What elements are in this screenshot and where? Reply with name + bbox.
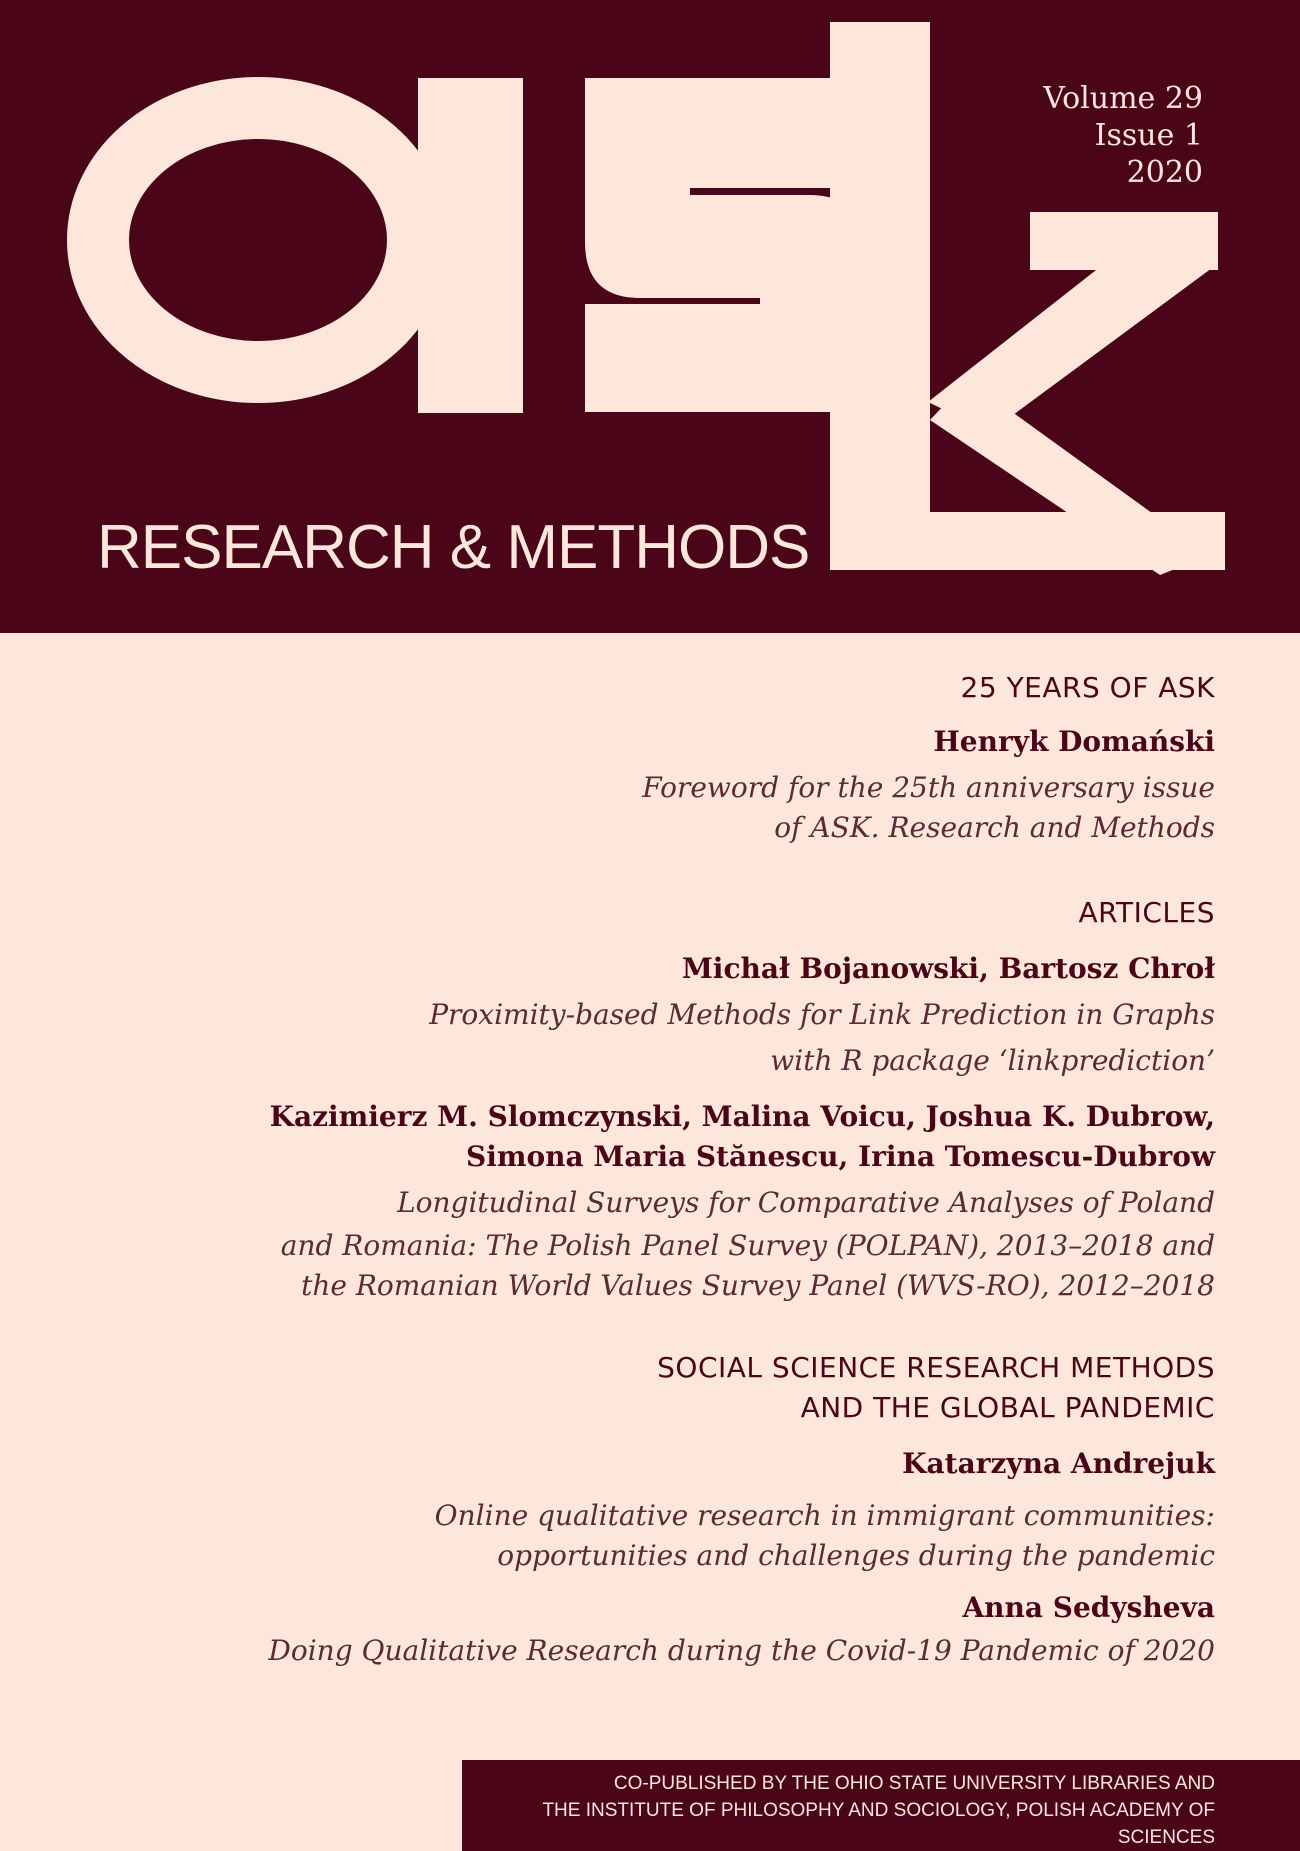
publisher-line: CO-PUBLISHED BY THE OHIO STATE UNIVERSITY LIBRARIES AND [613, 1773, 1215, 1794]
publisher-footer [462, 1760, 1300, 1851]
logo-letter-a-stem [418, 78, 523, 413]
section-heading: SOCIAL SCIENCE RESEARCH METHODS [657, 1351, 1215, 1384]
article-title: the Romanian World Values Survey Panel (WVS-RO), 2012–2018 [301, 1269, 1215, 1302]
volume-number: Volume 29 [1043, 81, 1203, 116]
article-author: Anna Sedysheva [962, 1591, 1215, 1624]
logo-letter-a-bowl [98, 108, 418, 372]
publisher-line: THE INSTITUTE OF PHILOSOPHY AND SOCIOLOGY, POLISH ACADEMY OF SCIENCES [542, 1800, 1215, 1848]
issue-number: Issue 1 [1094, 118, 1203, 153]
logo-letter-s [585, 78, 862, 412]
table-of-contents [155, 668, 1215, 1671]
cover-header [0, 0, 1300, 633]
article-author: Katarzyna Andrejuk [902, 1447, 1215, 1480]
section-heading: 25 YEARS OF ASK [960, 671, 1215, 704]
article-author: Kazimierz M. Slomczynski, Malina Voicu, Joshua K. Dubrow, [269, 1100, 1215, 1133]
article-author: Michał Bojanowski, Bartosz Chroł [681, 952, 1215, 985]
article-title: Proximity-based Methods for Link Prediction in Graphs [429, 998, 1215, 1031]
section-heading: ARTICLES [1078, 896, 1215, 929]
issue-year: 2020 [1126, 155, 1203, 190]
volume-info [1043, 80, 1203, 191]
article-title: Online qualitative research in immigrant communities: [434, 1499, 1215, 1532]
section-heading: AND THE GLOBAL PANDEMIC [800, 1391, 1215, 1424]
article-title: and Romania: The Polish Panel Survey (POLPAN), 2013–2018 and [280, 1229, 1215, 1262]
article-author: Henryk Domański [933, 725, 1215, 758]
article-title: with R package ‘linkprediction’ [770, 1044, 1215, 1077]
article-title: Doing Qualitative Research during the Covid-19 Pandemic of 2020 [268, 1634, 1215, 1667]
article-title: Foreword for the 25th anniversary issue [642, 771, 1215, 804]
article-title: Longitudinal Surveys for Comparative Analyses of Poland [397, 1186, 1215, 1219]
article-title: of ASK. Research and Methods [774, 811, 1215, 844]
article-title: opportunities and challenges during the pandemic [497, 1539, 1215, 1572]
journal-subtitle: RESEARCH & METHODS [97, 513, 810, 582]
article-author: Simona Maria Stănescu, Irina Tomescu-Dubrow [466, 1140, 1215, 1173]
